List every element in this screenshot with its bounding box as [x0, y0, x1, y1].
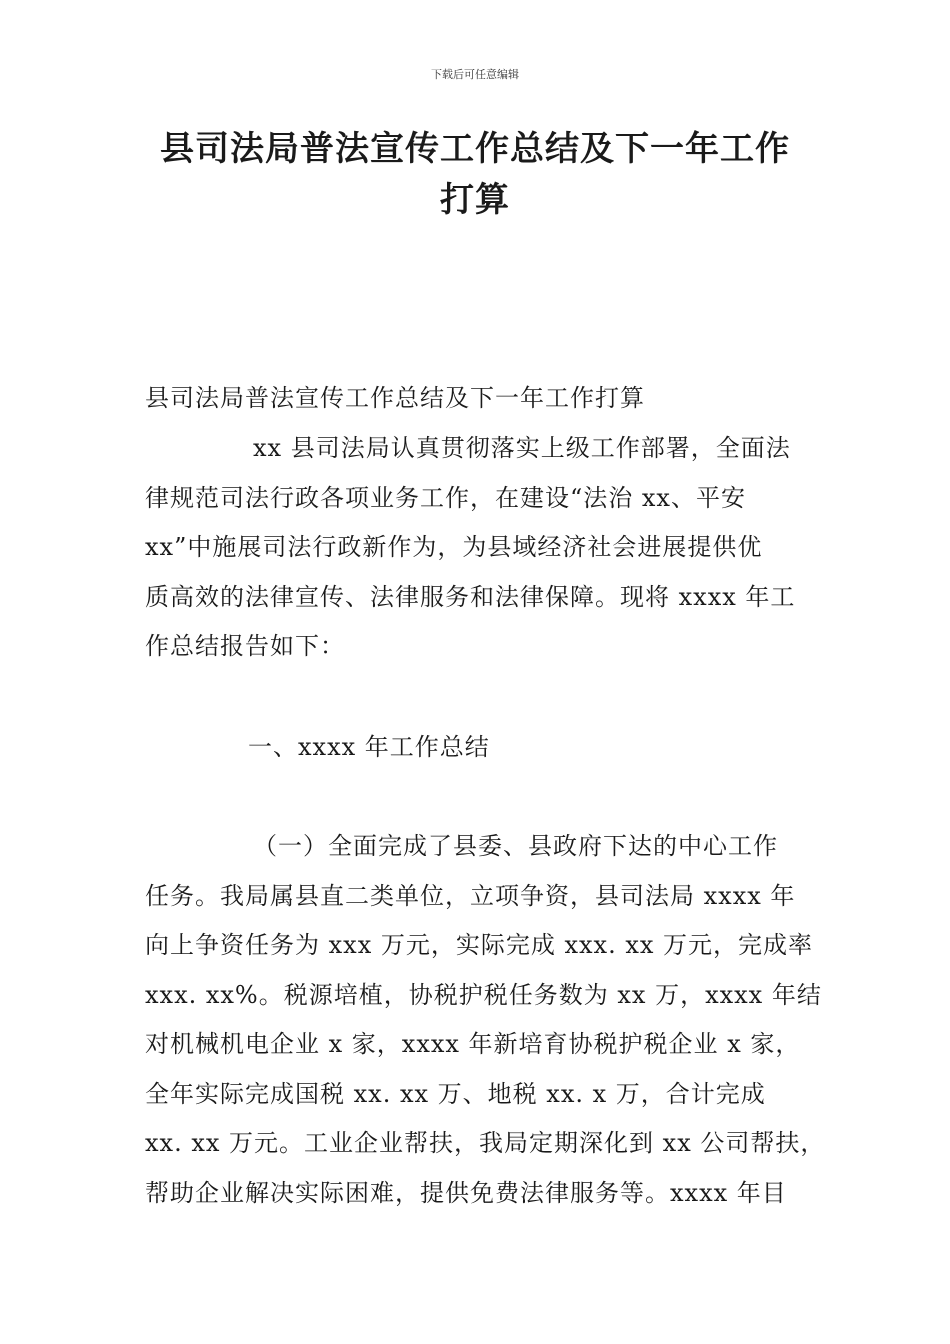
title-line-1: 县司法局普法宣传工作总结及下一年工作: [160, 129, 790, 169]
item-one-line-8: 帮助企业解决实际困难，提供免费法律服务等。xxxx 年目: [145, 1178, 787, 1207]
item-one-line-2: 任务。我局属县直二类单位，立项争资，县司法局 xxxx 年: [145, 881, 796, 910]
section-heading-one: 一、xxxx 年工作总结: [248, 733, 490, 761]
intro-line-4: 质高效的法律宣传、法律服务和法律保障。现将 xxxx 年工: [145, 582, 796, 611]
title-line-2: 打算: [440, 180, 510, 220]
item-one-line-4: xxx. xx%。税源培植，协税护税任务数为 xx 万，xxxx 年结: [145, 980, 822, 1009]
item-one-line-1: （一）全面完成了县委、县政府下达的中心工作: [253, 832, 778, 860]
intro-line-1: xx 县司法局认真贯彻落实上级工作部署，全面法: [253, 434, 791, 462]
intro-paragraph: [145, 424, 825, 672]
document-title: [130, 124, 820, 226]
item-one-line-3: 向上争资任务为 xxx 万元，实际完成 xxx. xx 万元，完成率: [145, 931, 814, 959]
intro-line-3: xx”中施展司法行政新作为，为县域经济社会进展提供优: [145, 533, 763, 561]
header-note: 下载后可任意编辑: [431, 68, 519, 81]
item-one-line-7: xx. xx 万元。工业企业帮扶，我局定期深化到 xx 公司帮扶，: [145, 1129, 826, 1157]
item-one-line-5: 对机械机电企业 x 家，xxxx 年新培育协税护税企业 x 家，: [145, 1030, 801, 1058]
intro-line-2: 律规范司法行政各项业务工作，在建设“法治 xx、平安: [145, 483, 746, 512]
item-one-line-6: 全年实际完成国税 xx. xx 万、地税 xx. x 万，合计完成: [145, 1079, 766, 1108]
intro-line-5: 作总结报告如下：: [145, 632, 345, 660]
item-one-paragraph: [145, 822, 825, 1218]
document-subtitle: 县司法局普法宣传工作总结及下一年工作打算: [145, 384, 645, 412]
